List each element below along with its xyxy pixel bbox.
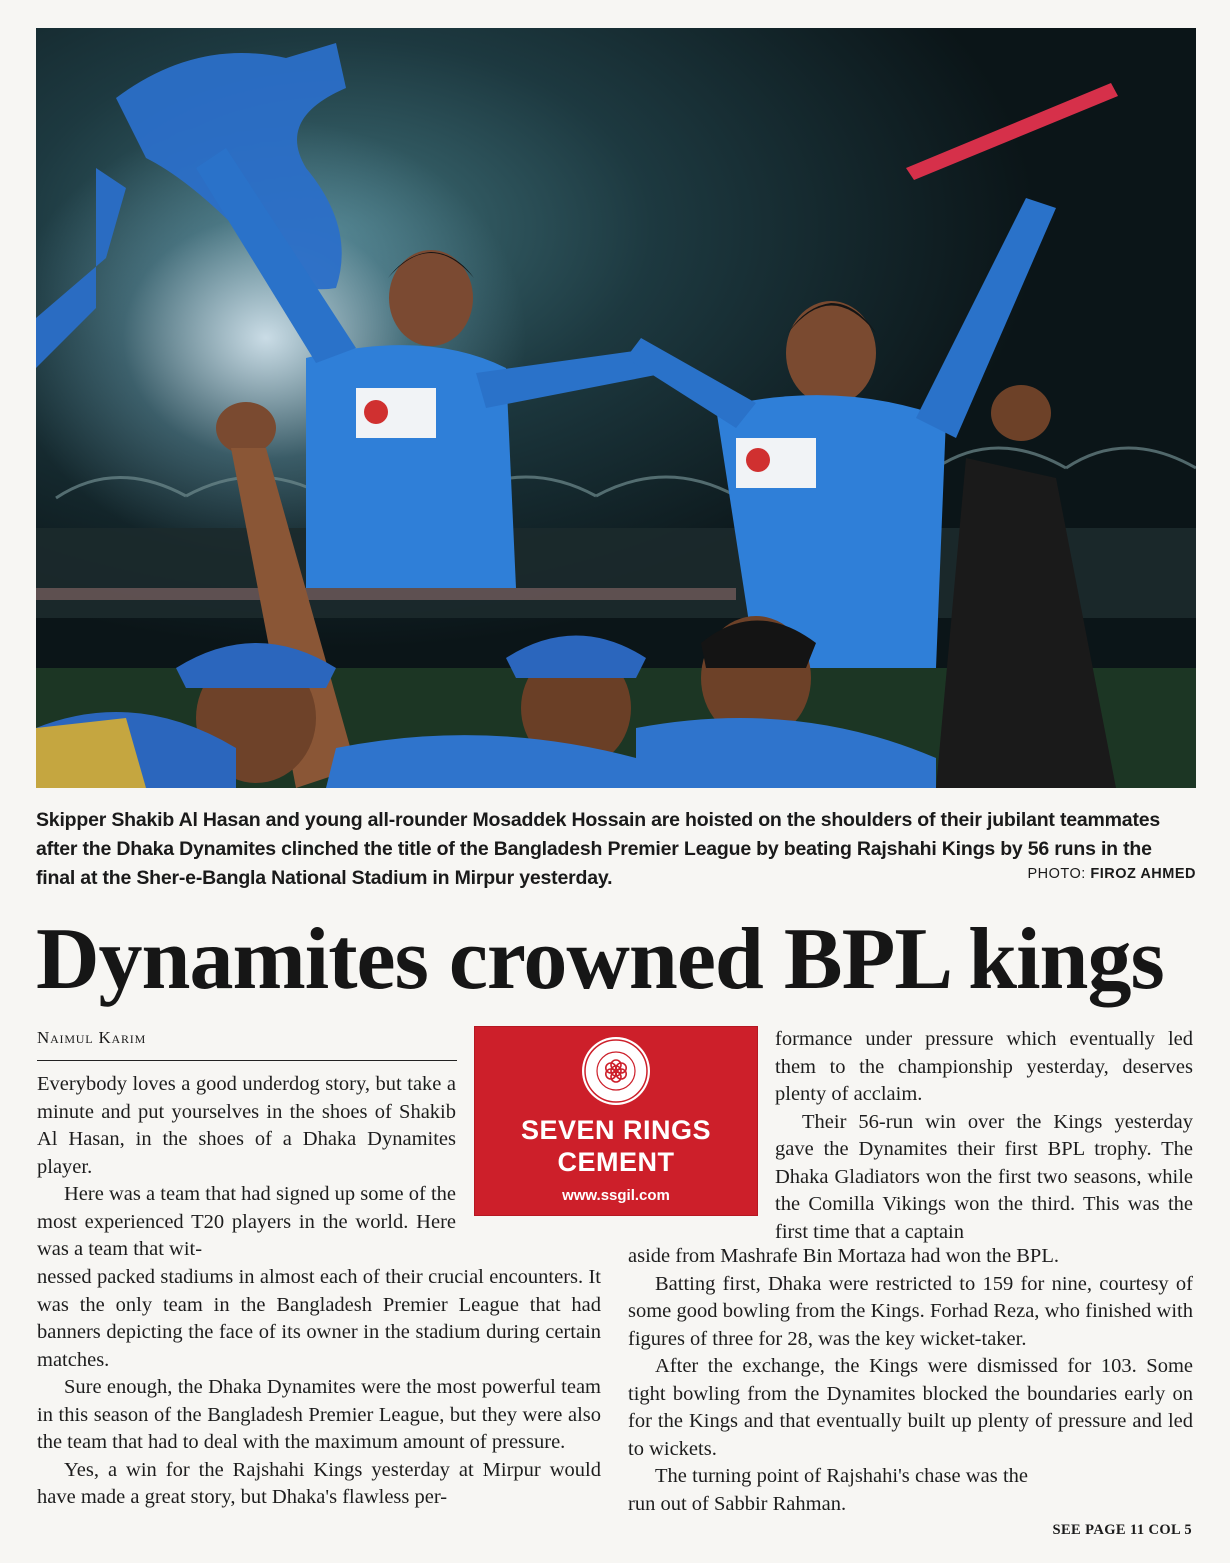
seven-rings-cement-ad[interactable] xyxy=(474,1026,758,1216)
paragraph: nessed packed stadiums in almost each of their crucial encounters. It was the only team in the Bangladesh Premier League that had banners depicting the face of its owner in the stadium during certain matches. xyxy=(37,1266,601,1371)
headline: Dynamites crowned BPL kings xyxy=(36,911,1164,1008)
ad-brand-line1: SEVEN RINGS xyxy=(520,1115,712,1145)
paragraph: Yes, a win for the Rajshahi Kings yesterday at Mirpur would have made a great story, but Dhaka's flawless per- xyxy=(37,1458,601,1508)
paragraph: Everybody loves a good underdog story, but take a minute and put yourselves in the shoes of Shakib Al Hasan, in the shoes of a Dhaka Dynamites player. xyxy=(37,1073,456,1178)
article-col1-bottom xyxy=(37,1264,601,1512)
paragraph: Here was a team that had signed up some of the most experienced T20 players in the world. Here was a team that wit- xyxy=(37,1183,456,1260)
paragraph: The turning point of Rajshahi's chase was the run out of Sabbir Rahman. xyxy=(628,1465,1028,1515)
paragraph: After the exchange, the Kings were dismissed for 103. Some tight bowling from the Dynamites blocked the boundaries early on for the Kings and that eventually built up plenty of pressure and led to wickets. xyxy=(628,1355,1193,1460)
seven-rings-logo-icon xyxy=(580,1035,652,1107)
article-col2-bottom xyxy=(628,1243,1193,1518)
paragraph: formance under pressure which eventually led them to the championship yesterday, deserves plenty of acclaim. xyxy=(775,1028,1193,1105)
article-col2-top xyxy=(775,1026,1193,1246)
ad-brand-line2: CEMENT xyxy=(557,1147,675,1177)
byline: Naimul Karim xyxy=(37,1028,457,1061)
celebration-photo xyxy=(36,28,1196,788)
paragraph: Their 56-run win over the Kings yesterday gave the Dynamites their first BPL trophy. The Dhaka Gladiators won the first two seasons, while the Comilla Vikings won the third. This was the first time that a captain xyxy=(775,1110,1193,1243)
photo-caption xyxy=(36,806,1196,893)
paragraph: aside from Mashrafe Bin Mortaza had won the BPL. xyxy=(628,1245,1059,1267)
paragraph: Sure enough, the Dhaka Dynamites were the most powerful team in this season of the Bangladesh Premier League, but they were also the team that had to deal with the maximum amount of pressure. xyxy=(37,1376,601,1453)
continuation-reference[interactable]: SEE PAGE 11 COL 5 xyxy=(1052,1522,1192,1538)
caption-text: Skipper Shakib Al Hasan and young all-rounder Mosaddek Hossain are hoisted on the shoulders of their jubilant teammates after the Dhaka Dynamites clinched the title of the Bangladesh Premier League by beating Rajshahi Kings by 56 runs in the final at the Sher-e-Bangla National Stadium in Mirpur yesterday. xyxy=(36,809,1161,889)
photo-credit: PHOTO: FIROZ AHMED xyxy=(1027,866,1196,882)
article-col1-top xyxy=(37,1071,456,1264)
photographer-name: FIROZ AHMED xyxy=(1090,866,1196,882)
paragraph: Batting first, Dhaka were restricted to 159 for nine, courtesy of some good bowling from the Kings. Forhad Reza, who finished with figures of three for 28, was the key wicket-taker. xyxy=(628,1272,1193,1350)
photo-illustration xyxy=(36,28,1196,788)
ad-url[interactable]: www.ssgil.com xyxy=(562,1187,670,1204)
